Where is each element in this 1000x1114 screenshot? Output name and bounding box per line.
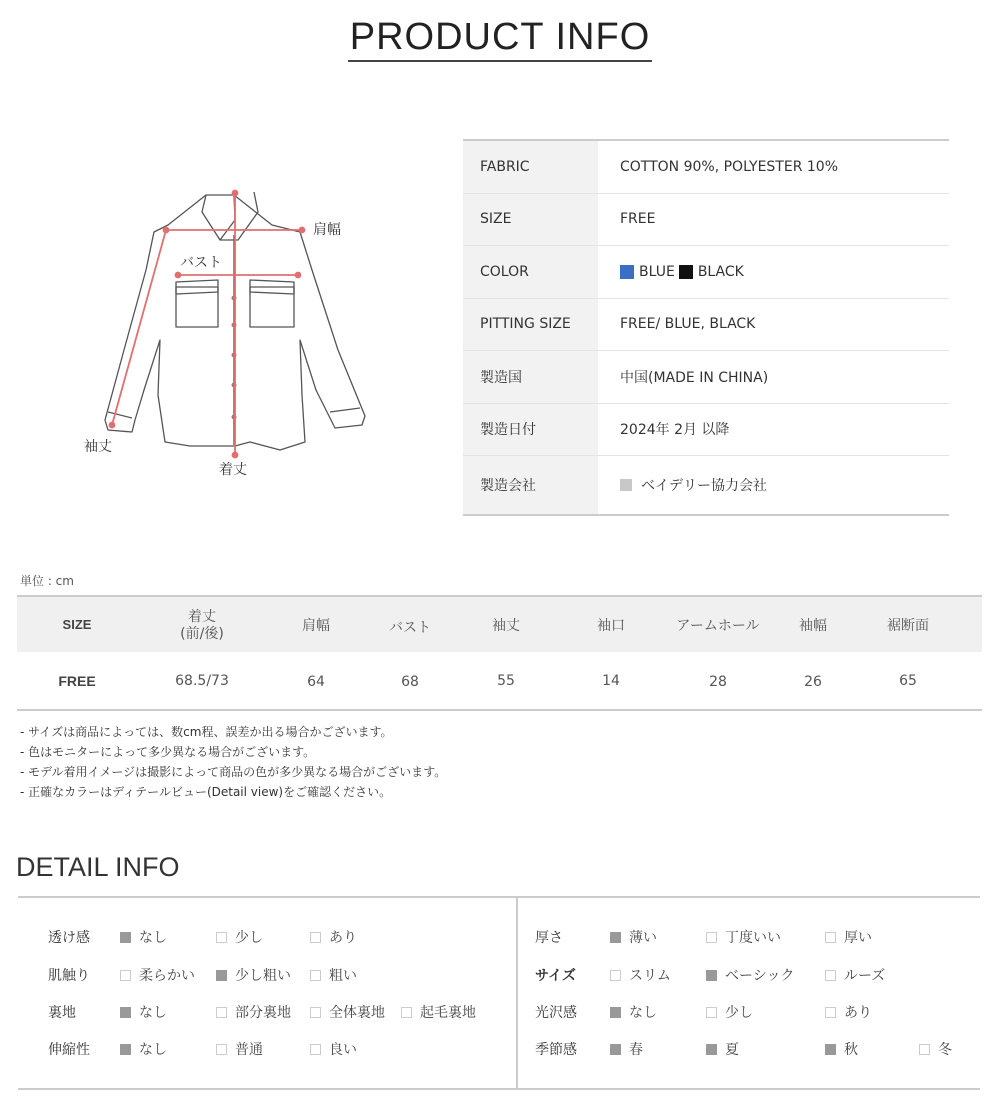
option [310,927,357,947]
option [120,965,195,985]
unit-label: 単位 : cm [20,574,74,588]
option-label: 粗い [329,968,357,984]
note-line: - 色はモニターによって多少異なる場合がございます。 [20,745,316,759]
option [610,965,671,985]
info-value: 2024年 2月 以降 [620,422,730,439]
row-cell: 65 [899,673,917,689]
color-label-blue: BLUE [639,263,675,280]
page-title-wrap [0,14,1000,62]
option [120,927,167,947]
checkbox-checked [120,1044,131,1055]
black-swatch-icon [679,265,693,279]
maker-label: ベイデリー協力会社 [641,478,767,494]
detail-label: 透け感 [48,930,90,946]
option-label: あり [844,1005,872,1021]
info-row-fabric [463,141,949,194]
info-row-pitting [463,299,949,352]
info-row-maker [463,456,949,514]
size-notes [20,722,446,802]
info-row-size [463,194,949,247]
diagram-label-sleeve: 袖丈 [84,439,112,455]
option [825,927,872,947]
checkbox [310,932,321,943]
info-value: COTTON 90%, POLYESTER 10% [620,158,838,175]
detail-label: 伸縮性 [48,1042,90,1058]
row-cell: 68 [401,674,419,690]
option-label: 丁度いい [725,930,781,946]
detail-divider [516,898,518,1088]
option-label: スリム [629,968,671,984]
info-row-date [463,404,949,457]
option [610,1039,643,1059]
note-line: - サイズは商品によっては、数cm程、誤差か出る場合かございます。 [20,725,393,739]
option [706,1039,739,1059]
option-label: 少し [725,1005,753,1021]
info-key: FABRIC [463,141,598,193]
header-cell-sub: (前/後) [180,626,224,642]
checkbox [610,970,621,981]
checkbox-checked [706,1044,717,1055]
checkbox [706,932,717,943]
option [310,1002,385,1022]
option-label: なし [139,1005,167,1021]
row-cell: 68.5/73 [175,673,229,689]
option-label: 良い [329,1042,357,1058]
option [401,1002,476,1022]
header-cell: 袖幅 [799,618,827,634]
info-row-country [463,351,949,404]
gray-square-icon [620,479,632,491]
note-line: - モデル着用イメージは撮影によって商品の色が多少異なる場合がございます。 [20,765,447,779]
option [825,965,885,985]
info-value-maker [598,475,767,495]
header-cell: 肩幅 [302,618,330,634]
detail-label: サイズ [535,968,576,984]
option [825,1002,872,1022]
checkbox [310,1007,321,1018]
diagram-label-bust: バスト [180,255,222,271]
option-label: 柔らかい [139,968,195,984]
detail-label: 裏地 [48,1005,76,1021]
header-cell: バスト [389,620,431,636]
detail-label: 季節感 [535,1042,577,1058]
option [825,1039,858,1059]
option-label: 起毛裏地 [420,1005,476,1021]
detail-title: DETAIL INFO [16,852,180,882]
option-label: 厚い [844,930,872,946]
diagram-label-shoulder: 肩幅 [313,222,341,238]
checkbox [825,970,836,981]
header-cell: 袖丈 [492,618,520,634]
option [310,965,357,985]
header-cell: アームホール [676,618,760,634]
option-label: なし [139,1042,167,1058]
row-cell: 26 [804,674,822,690]
option [919,1039,952,1059]
checkbox-checked [825,1044,836,1055]
row-cell: 55 [497,673,515,689]
option-label: 少し [235,930,263,946]
checkbox-checked [610,1007,621,1018]
option-label: 春 [629,1042,643,1058]
option [706,1002,753,1022]
page-title: PRODUCT INFO [348,14,653,62]
checkbox [216,1044,227,1055]
size-table [17,595,982,711]
header-cell-main: 着丈 [187,609,216,625]
info-key: COLOR [463,246,598,298]
checkbox [216,932,227,943]
header-cell: 袖口 [597,618,625,634]
info-value: FREE [620,211,656,228]
blue-swatch-icon [620,265,634,279]
checkbox [216,1007,227,1018]
option [216,965,291,985]
option-label: 薄い [629,930,657,946]
checkbox-checked [120,1007,131,1018]
option [310,1039,357,1059]
detail-label: 厚さ [535,930,563,946]
diagram-label-length: 着丈 [219,462,247,478]
info-key: PITTING SIZE [463,299,598,351]
option [216,1039,263,1059]
checkbox-checked [706,970,717,981]
option [706,965,794,985]
header-cell: 裾断面 [887,618,929,634]
size-table-header [17,597,982,652]
option [610,1002,657,1022]
row-cell: 28 [709,674,727,690]
option [216,1002,291,1022]
color-label-black: BLACK [697,263,744,280]
option-label: 冬 [938,1042,952,1058]
checkbox [120,970,131,981]
note-line: - 正確なカラーはディテールビュー(Detail view)をご確認ください。 [20,785,392,799]
checkbox [310,970,321,981]
checkbox [310,1044,321,1055]
option-label: ルーズ [844,968,886,984]
checkbox [401,1007,412,1018]
info-value-colors [598,264,744,280]
option-label: あり [329,930,357,946]
row-cell: FREE [58,673,96,689]
option [120,1039,167,1059]
checkbox [706,1007,717,1018]
info-key: SIZE [463,194,598,246]
detail-table [18,896,980,1090]
option-label: 夏 [725,1042,739,1058]
checkbox-checked [610,932,621,943]
detail-label: 肌触り [48,968,90,984]
row-cell: 64 [307,674,325,690]
option-label: 少し粗い [235,968,291,984]
info-key: 製造会社 [463,456,598,514]
option-label: 秋 [844,1042,858,1058]
product-info-table [463,139,949,516]
option [216,927,263,947]
option [120,1002,167,1022]
header-cell [180,609,224,643]
option-label: なし [629,1005,657,1021]
info-value: 中国(MADE IN CHINA) [620,369,769,386]
option [706,927,781,947]
option-label: 普通 [235,1042,263,1058]
row-cell: 14 [602,673,620,689]
option-label: 全体裏地 [329,1005,385,1021]
checkbox-checked [610,1044,621,1055]
checkbox [825,932,836,943]
size-table-row [17,652,982,709]
header-cell: SIZE [62,617,92,632]
checkbox [919,1044,930,1055]
checkbox-checked [216,970,227,981]
checkbox [825,1007,836,1018]
option-label: 部分裏地 [235,1005,291,1021]
detail-label: 光沢感 [535,1005,577,1021]
option-label: なし [139,930,167,946]
info-value: FREE/ BLUE, BLACK [620,316,756,333]
info-key: 製造日付 [463,404,598,456]
info-key: 製造国 [463,351,598,403]
checkbox-checked [120,932,131,943]
option-label: ベーシック [725,968,795,984]
option [610,927,657,947]
info-row-color [463,246,949,299]
